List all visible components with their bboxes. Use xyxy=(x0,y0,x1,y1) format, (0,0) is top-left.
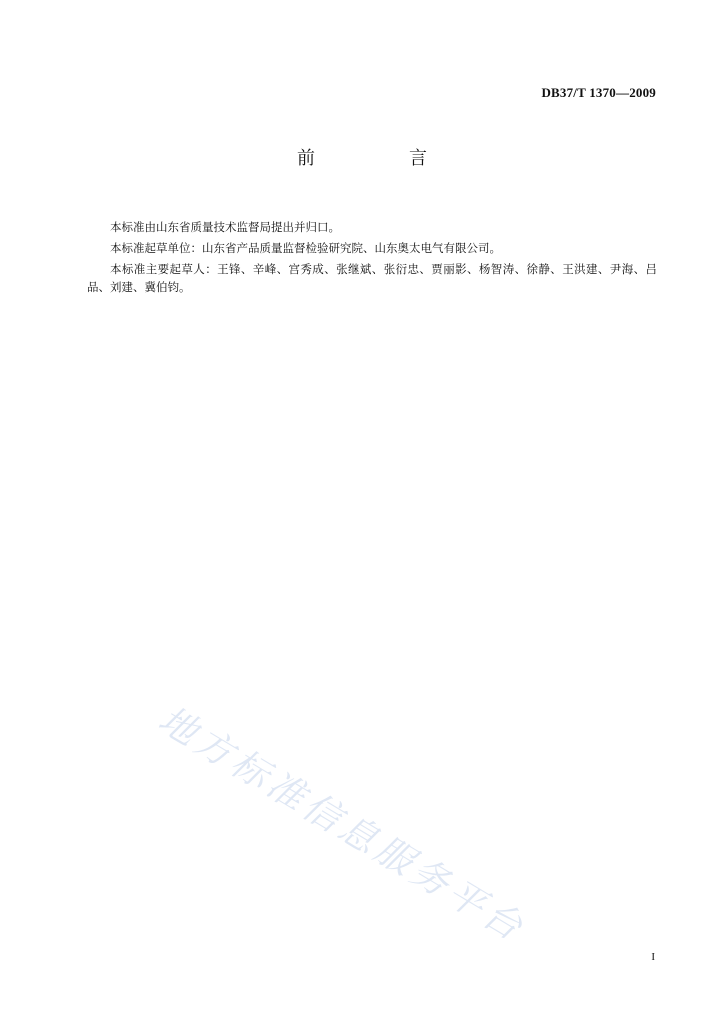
watermark: 地方标准信息服务平台 xyxy=(151,697,534,951)
body-content xyxy=(87,218,657,299)
paragraph-proposer: 本标准由山东省质量技术监督局提出并归口。 xyxy=(110,220,340,234)
page-number: I xyxy=(651,951,655,963)
paragraph-drafters: 本标准主要起草人：王锋、辛峰、宫秀成、张继斌、张衍忠、贾丽影、杨智涛、徐静、王洪建、尹海、吕品、刘建、冀伯钧。 xyxy=(87,262,657,294)
standard-code: DB37/T 1370—2009 xyxy=(541,85,656,100)
paragraph-drafting-units: 本标准起草单位：山东省产品质量监督检验研究院、山东奥太电气有限公司。 xyxy=(110,241,501,255)
section-title: 前 言 xyxy=(297,148,465,169)
